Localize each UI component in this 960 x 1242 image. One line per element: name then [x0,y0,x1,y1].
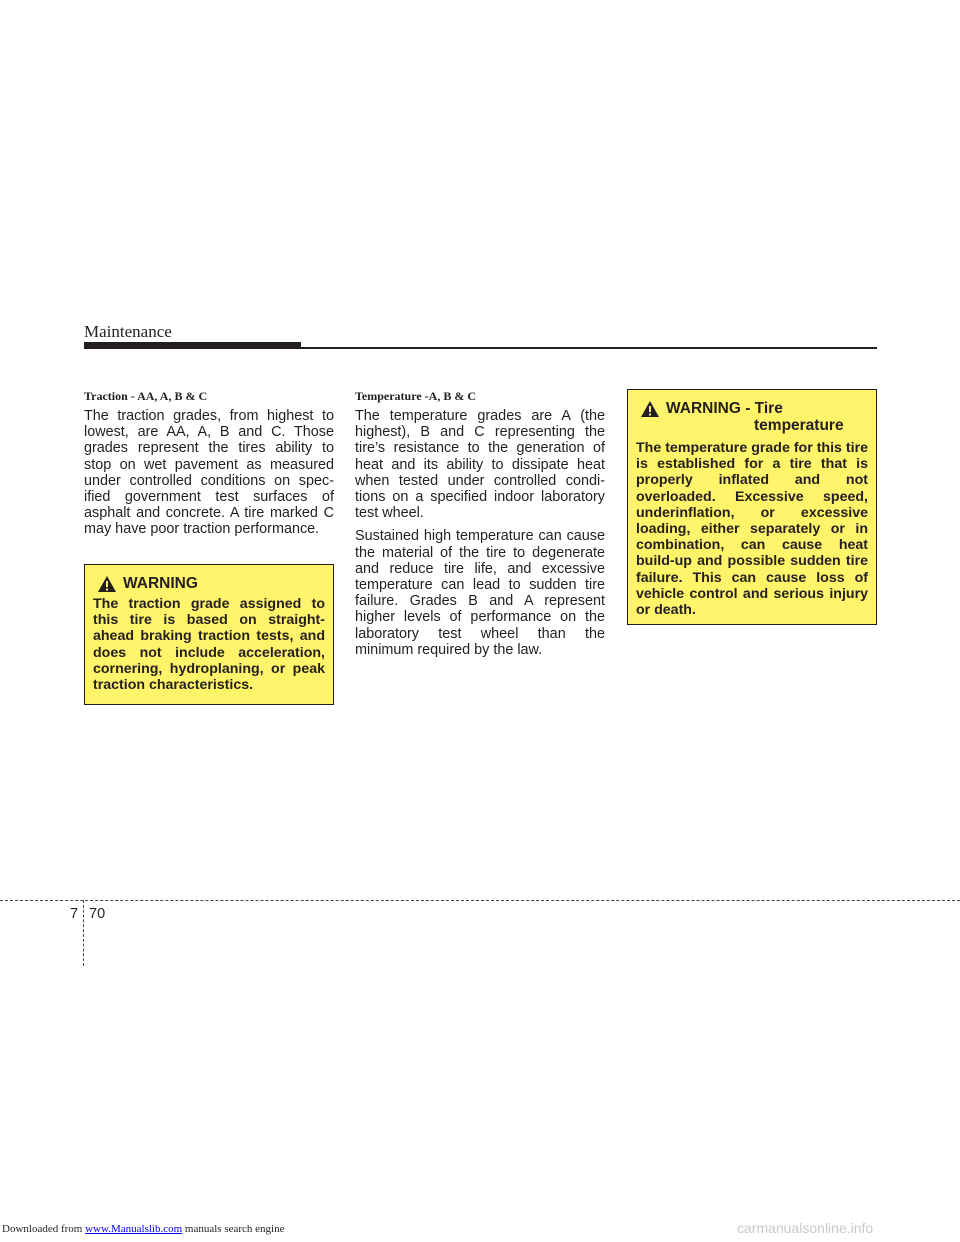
temperature-warning-box [627,389,877,625]
temperature-warning-title-line1: WARNING - Tire [666,400,783,417]
warning-triangle-icon [640,400,660,418]
warning-triangle-icon [97,575,117,593]
manualslib-link[interactable]: www.Manualslib.com [85,1223,183,1235]
section-title: Maintenance [84,322,172,341]
traction-warning-title: WARNING [123,575,198,592]
header-rule-bar [84,342,301,349]
footer-prefix: Downloaded from [2,1223,86,1235]
page-crop-line [0,900,960,901]
download-footer [2,1223,284,1235]
traction-paragraph: The traction grades, from highest to lowest, are AA, A, B and C. Those grades represent the tires ability to stop on wet pavement as measured under controlled conditions on specified government test surfaces of asphalt and concrete. A tire marked C may have poor traction performance. [84,408,334,538]
temperature-column [355,389,605,665]
traction-column [84,389,334,545]
temperature-paragraph-2: Sustained high temperature can cause the material of the tire to degenerate and reduce tire life, and excessive temperature can lead to sudden tire failure. Grades B and A represent higher levels of performance on the laboratory test wheel than the minimum required by the law. [355,528,605,658]
watermark: carmanualsonline.info [737,1220,874,1236]
page-crop-line-vertical [83,900,84,966]
temperature-warning-title [666,400,862,434]
traction-warning-body: The traction grade assigned to this tire is based on straight-ahead braking traction tests, and does not include acceleration, cornering, hydroplaning, or peak traction characteristics. [93,596,325,694]
page-number: 70 [89,906,106,922]
footer-suffix: manuals search engine [182,1223,285,1235]
temperature-warning-title-row [636,400,868,434]
chapter-number: 7 [70,906,79,922]
traction-warning-box [84,564,334,705]
temperature-warning-title-line2: temperature [754,417,844,434]
temperature-heading: Temperature -A, B & C [355,389,476,403]
temperature-paragraph-1: The temperature grades are A (the highest), B and C representing the tire’s resistance to the generation of heat and its ability to dissipate heat when tested under controlled conditions on a specified indoor laboratory test wheel. [355,408,605,522]
traction-heading: Traction - AA, A, B & C [84,389,208,403]
traction-warning-title-row [93,575,325,593]
temperature-warning-body: The temperature grade for this tire is established for a tire that is properly inflated and not overloaded. Excessive speed, underinflation, or excessive loading, either separately or in combination, can cause heat build-up and possible sudden tire failure. This can cause loss of vehicle control and serious injury or death. [636,440,868,619]
